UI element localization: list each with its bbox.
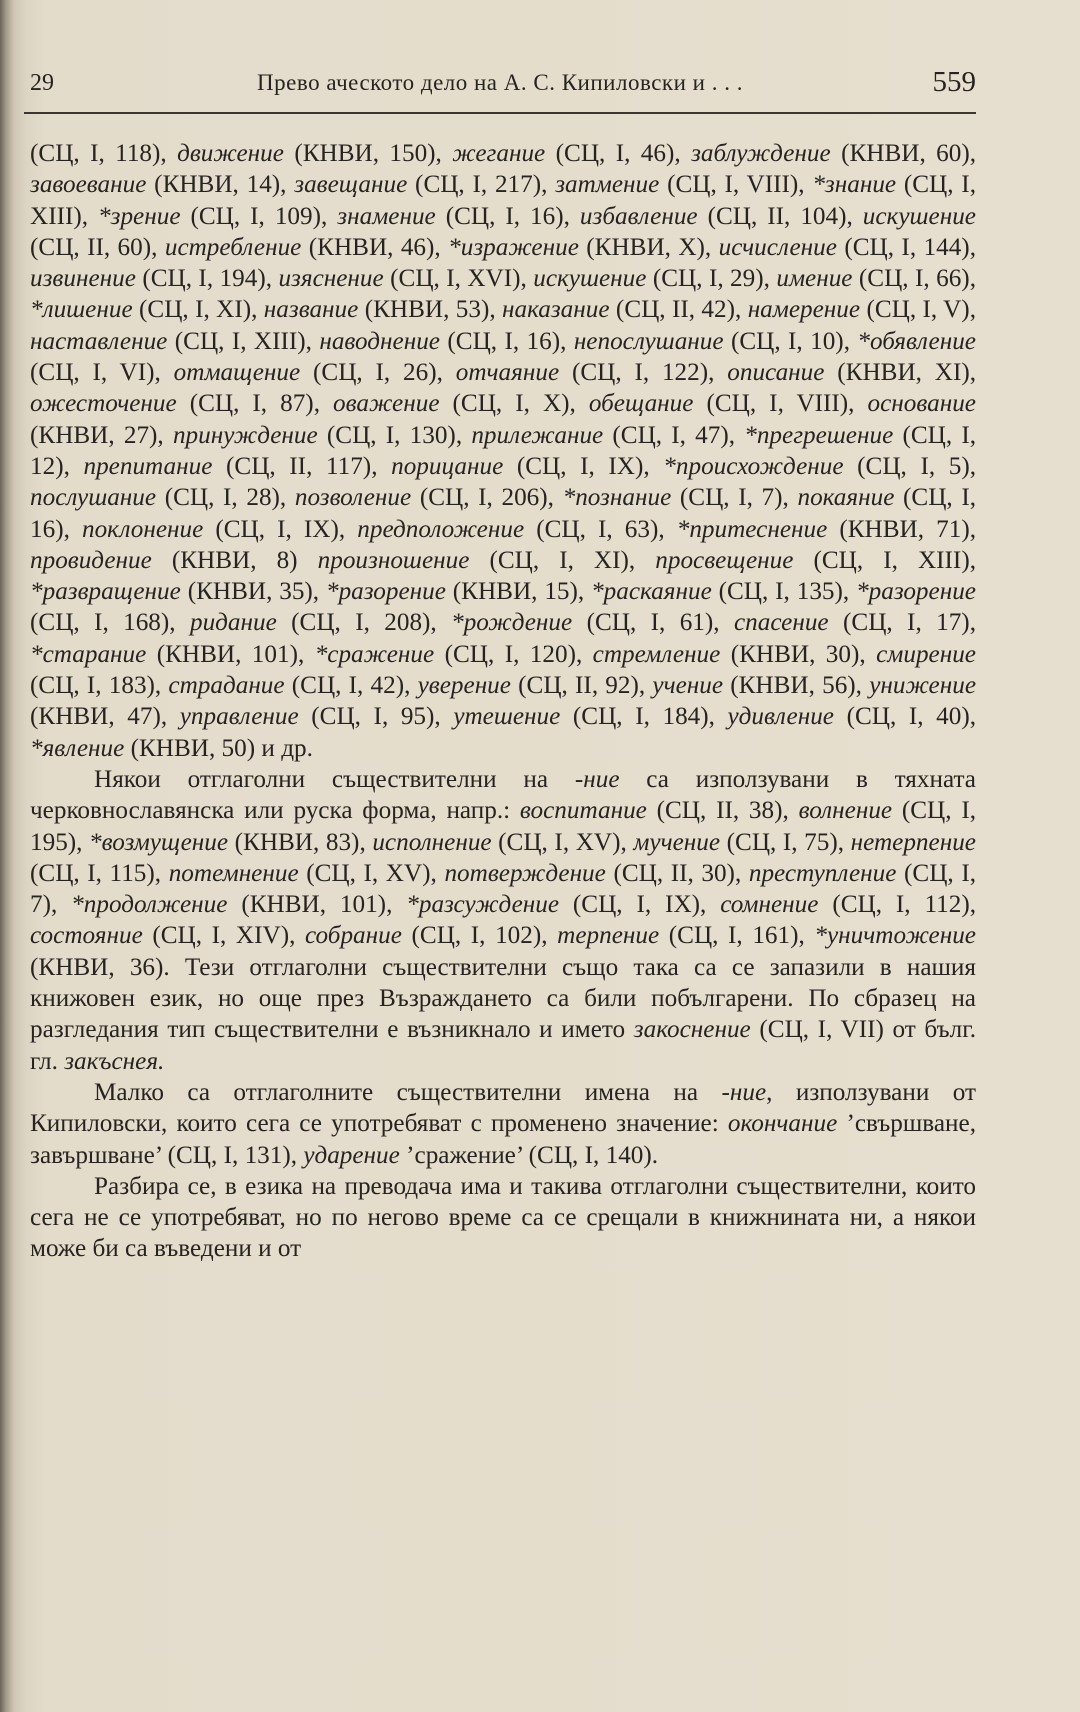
paragraph (30, 138, 976, 764)
italic-term: основание (867, 390, 976, 418)
text-run: Малко са отглаголните съществителни имена на (94, 1078, 722, 1106)
italic-term: предположение (357, 515, 525, 543)
text-run: (СЦ, I, 75), (720, 828, 851, 856)
text-run: (КНВИ, 47), (30, 703, 180, 731)
italic-term: потемнение (168, 859, 299, 887)
italic-term: *изражение (448, 233, 579, 261)
text-run: (СЦ, I, 195), (30, 797, 977, 856)
text-run: (СЦ, I, VIII), (659, 171, 813, 199)
text-run: (СЦ, I, X), (439, 390, 589, 418)
text-run: (СЦ, I, 17), (828, 609, 976, 637)
italic-term: название (263, 296, 359, 324)
text-run: (СЦ, I, 42), (284, 672, 418, 700)
text-run: (СЦ, I, XVI), (383, 265, 534, 293)
italic-term: завоевание (30, 171, 147, 199)
italic-term: потверждение (444, 859, 606, 887)
italic-term: ожесточение (30, 390, 177, 418)
italic-term: *лишение (30, 296, 133, 324)
text-run: (СЦ, I, 16), (30, 484, 977, 543)
text-run: (СЦ, I, 7), (30, 859, 977, 919)
text-run: (СЦ, I, 168), (30, 609, 190, 637)
text-run: (СЦ, I, 183), (30, 672, 169, 700)
text-run: (СЦ, I, XI), (469, 546, 656, 574)
italic-term: наставление (30, 327, 168, 355)
italic-term: *притеснение (676, 515, 828, 543)
italic-term: исполнение (372, 828, 492, 856)
italic-term: заблуждение (691, 140, 831, 167)
italic-term: *явление (30, 734, 125, 762)
text-run: (СЦ, I, IX), (203, 515, 358, 543)
italic-term: ридание (189, 609, 277, 637)
text-run: (СЦ, I, VII) от бълг. гл. (30, 1016, 976, 1075)
text-run: (СЦ, I, 130), (317, 421, 472, 449)
italic-term: исчисление (718, 233, 837, 261)
text-run: (СЦ, I, 61), (572, 609, 734, 637)
text-run: са използувани в тяхната черковнославянска или руска форма, напр.: (30, 765, 976, 825)
italic-term: *возмущение (89, 828, 229, 856)
text-run: (СЦ, I, 26), (300, 359, 456, 387)
text-run: Разбира се, в езика на преводача има и такива отглаголни съществителни, които сега не се употребяват, но по негово време са се срещали в книжнината ни, а някои може би са въведени и от (30, 1172, 976, 1263)
text-run: (СЦ, I, V), (860, 296, 976, 324)
text-run: (КНВИ, 101), (146, 640, 315, 668)
italic-term: закоснение (633, 1016, 751, 1044)
italic-term: собрание (304, 922, 402, 950)
text-run: (СЦ, I, 115), (30, 859, 169, 887)
italic-term: обещание (588, 390, 694, 418)
italic-term: *разорение (856, 578, 976, 606)
italic-term: отмащение (173, 359, 301, 387)
text-run: (СЦ, I, 217), (407, 171, 556, 199)
italic-term: *сражение (314, 640, 435, 668)
italic-term: смирение (876, 640, 976, 668)
italic-term: стремление (592, 640, 721, 668)
running-title: Прево аческото дело на А. С. Кипиловски и . . . (257, 70, 743, 95)
text-run: , използувани от Кипиловски, които сега се употребяват с променено значение: (30, 1078, 976, 1138)
italic-term: прилежание (471, 421, 604, 449)
text-run: (КНВИ, 50) и др. (124, 734, 313, 762)
header-rule (24, 112, 976, 114)
text-run: (СЦ, I, 16), (435, 202, 580, 230)
text-run: (СЦ, I, 87), (176, 390, 334, 418)
text-run: (КНВИ, 101), (227, 891, 407, 919)
italic-term: искушение (533, 265, 647, 293)
italic-term: *старание (30, 640, 147, 668)
text-run: (СЦ, I, 206), (411, 484, 563, 512)
italic-term: принуждение (172, 421, 318, 449)
italic-term: *продолжение (71, 891, 228, 919)
italic-term: унижение (869, 672, 977, 700)
text-run: (КНВИ, X), (578, 233, 719, 261)
text-run: (СЦ, I, VIII), (693, 390, 868, 418)
italic-term: отчаяние (455, 359, 560, 387)
italic-term: позволение (294, 484, 412, 512)
italic-term: изяснение (278, 265, 384, 293)
italic-term: движение (177, 140, 284, 167)
text-run: (СЦ, I, 161), (659, 922, 815, 950)
text-run: (СЦ, I, 46), (545, 140, 692, 167)
text-run: (СЦ, I, 63), (524, 515, 677, 543)
italic-term: покаяние (797, 484, 895, 512)
text-run: (СЦ, I, XV), (491, 828, 634, 856)
italic-term: *знание (812, 171, 897, 199)
page-header (24, 68, 976, 108)
italic-term: учение (652, 672, 724, 700)
text-run: (СЦ, II, 38), (646, 797, 799, 825)
text-run: (СЦ, I, XIII), (30, 171, 976, 230)
text-run: (СЦ, I, 16), (439, 327, 574, 355)
text-run: (СЦ, I, 184), (560, 703, 728, 731)
italic-term: знамение (337, 202, 436, 230)
text-run: (СЦ, I, 28), (156, 484, 295, 512)
text-run: (СЦ, II, 104), (697, 202, 863, 230)
text-run: (СЦ, I, 118), (30, 140, 178, 167)
italic-term: страдание (168, 672, 285, 700)
text-run: (СЦ, I, XIII), (793, 546, 977, 574)
text-run: (КНВИ, 30), (720, 640, 877, 668)
italic-term: *прегрешение (744, 421, 894, 449)
text-run: (СЦ, I, XI), (132, 296, 264, 324)
text-run: (СЦ, I, 102), (401, 922, 558, 950)
italic-term: поклонение (81, 515, 204, 543)
italic-term: мучение (633, 828, 721, 856)
italic-term: завещание (294, 171, 408, 199)
text-run: (СЦ, I, XV), (298, 859, 445, 887)
text-run: (СЦ, I, 122), (559, 359, 728, 387)
text-run: (КНВИ, 35), (180, 578, 326, 606)
text-run: (СЦ, II, 30), (605, 859, 749, 887)
italic-term: окончание (727, 1110, 838, 1138)
italic-term: спасение (733, 609, 829, 637)
italic-term: *разорение (325, 578, 446, 606)
paragraph (30, 1077, 976, 1171)
text-run: (СЦ, I, 12), (30, 421, 977, 480)
text-run: (КНВИ, 8) (151, 546, 318, 574)
text-run: (КНВИ, XI), (824, 359, 977, 387)
italic-term: наказание (502, 296, 610, 324)
text-run: (КНВИ, 83), (228, 828, 373, 856)
page-number: 559 (932, 66, 976, 98)
text-run: (СЦ, I, 5), (843, 452, 977, 480)
italic-term: *происхождение (663, 452, 844, 480)
text-run: (СЦ, II, 92), (510, 672, 653, 700)
text-run: (СЦ, II, 42), (609, 296, 748, 324)
text-run: (СЦ, I, 112), (818, 891, 976, 919)
text-run: (КНВИ, 27), (30, 421, 173, 449)
italic-term: удивление (727, 703, 834, 731)
text-run: (СЦ, I, 109), (180, 202, 338, 230)
italic-term: непослушание (573, 327, 724, 355)
text-run: (СЦ, I, XIV), (142, 922, 305, 950)
text-run: (СЦ, II, 117), (212, 452, 392, 480)
italic-term: провидение (30, 546, 152, 574)
italic-term: описание (727, 359, 825, 387)
text-run: (СЦ, I, 66), (852, 265, 976, 293)
text-run: (СЦ, I, 47), (603, 421, 745, 449)
text-run: (СЦ, I, XIII), (167, 327, 320, 355)
italic-term: *раскаяние (591, 578, 712, 606)
text-run: (КНВИ, 14), (146, 171, 295, 199)
body-text (30, 138, 976, 1265)
italic-term: затмение (555, 171, 660, 199)
left-page-number: 29 (30, 70, 54, 96)
italic-term: жегание (452, 140, 546, 167)
italic-term: избавление (579, 202, 698, 230)
italic-term: истребление (164, 233, 302, 261)
italic-term: послушание (30, 484, 157, 512)
text-run: (СЦ, I, 7), (671, 484, 798, 512)
italic-term: сомнение (720, 891, 819, 919)
italic-term: преступление (748, 859, 897, 887)
text-run: (СЦ, I, 208), (276, 609, 452, 637)
italic-term: уверение (417, 672, 511, 700)
italic-term: воспитание (519, 797, 647, 825)
italic-term: волнение (798, 797, 893, 825)
text-run: (КНВИ, 15), (445, 578, 592, 606)
text-run: (КНВИ, 60), (830, 140, 977, 167)
italic-term: *обявление (857, 327, 976, 355)
text-run: (СЦ, I, 29), (646, 265, 777, 293)
text-run: (СЦ, I, IX), (559, 891, 721, 919)
text-run: (КНВИ, 36). Тези отглаголни съществителни също така са се запазили в нашия книжовен език, но още през Възраждането са били побългарени. По сбразец на разгледания тип съществителни е възникнало и името (30, 953, 976, 1044)
italic-term: имение (776, 265, 853, 293)
text-run: (СЦ, I, 95), (298, 703, 454, 731)
text-run: (СЦ, I, 135), (711, 578, 857, 606)
italic-term: -ние (574, 765, 620, 793)
italic-term: препитание (83, 452, 213, 480)
text-run: (СЦ, I, 194), (135, 265, 279, 293)
italic-term: утешение (453, 703, 561, 731)
italic-term: оважение (333, 390, 440, 418)
italic-term: ударение (303, 1141, 400, 1169)
text-run: Някои отглаголни съществителни на (94, 765, 575, 793)
italic-term: терпение (557, 922, 660, 950)
italic-term: порицание (391, 452, 504, 480)
text-run: (КНВИ, 56), (723, 672, 870, 700)
text-run: (КНВИ, 71), (827, 515, 977, 543)
italic-term: просвещение (655, 546, 794, 574)
italic-term: состояние (30, 922, 143, 950)
text-run: (СЦ, I, IX), (503, 452, 664, 480)
italic-term: *зрение (98, 202, 181, 230)
text-run: (СЦ, I, 144), (836, 233, 976, 261)
text-run: ’свършване, завършване’ (СЦ, I, 131), (30, 1110, 976, 1169)
text-run: (СЦ, I, 120), (434, 640, 593, 668)
italic-term: извинение (30, 265, 136, 293)
italic-term: искушение (862, 202, 976, 230)
text-run: (СЦ, II, 60), (30, 233, 165, 261)
italic-term: закъснея. (64, 1047, 165, 1075)
text-run: (КНВИ, 46), (301, 233, 449, 261)
italic-term: *разсуждение (406, 891, 560, 919)
text-run: ’сражение’ (СЦ, I, 140). (399, 1141, 659, 1169)
italic-term: -ние (721, 1078, 767, 1106)
italic-term: произношение (317, 546, 470, 574)
text-run: (СЦ, I, 40), (833, 703, 977, 731)
italic-term: *познание (562, 484, 672, 512)
text-run: (КНВИ, 150), (283, 140, 453, 167)
text-run: (СЦ, I, 10), (723, 327, 858, 355)
italic-term: управление (179, 703, 299, 731)
text-run: (КНВИ, 53), (358, 296, 503, 324)
italic-term: *развращение (30, 578, 181, 606)
italic-term: наводнение (319, 327, 440, 355)
italic-term: нетерпение (850, 828, 976, 856)
text-run: (СЦ, I, VI), (30, 359, 174, 387)
italic-term: *уничтожение (814, 922, 976, 950)
paragraph (30, 764, 976, 1077)
paragraph (30, 1171, 976, 1265)
italic-term: намерение (747, 296, 861, 324)
italic-term: *рождение (451, 609, 573, 637)
